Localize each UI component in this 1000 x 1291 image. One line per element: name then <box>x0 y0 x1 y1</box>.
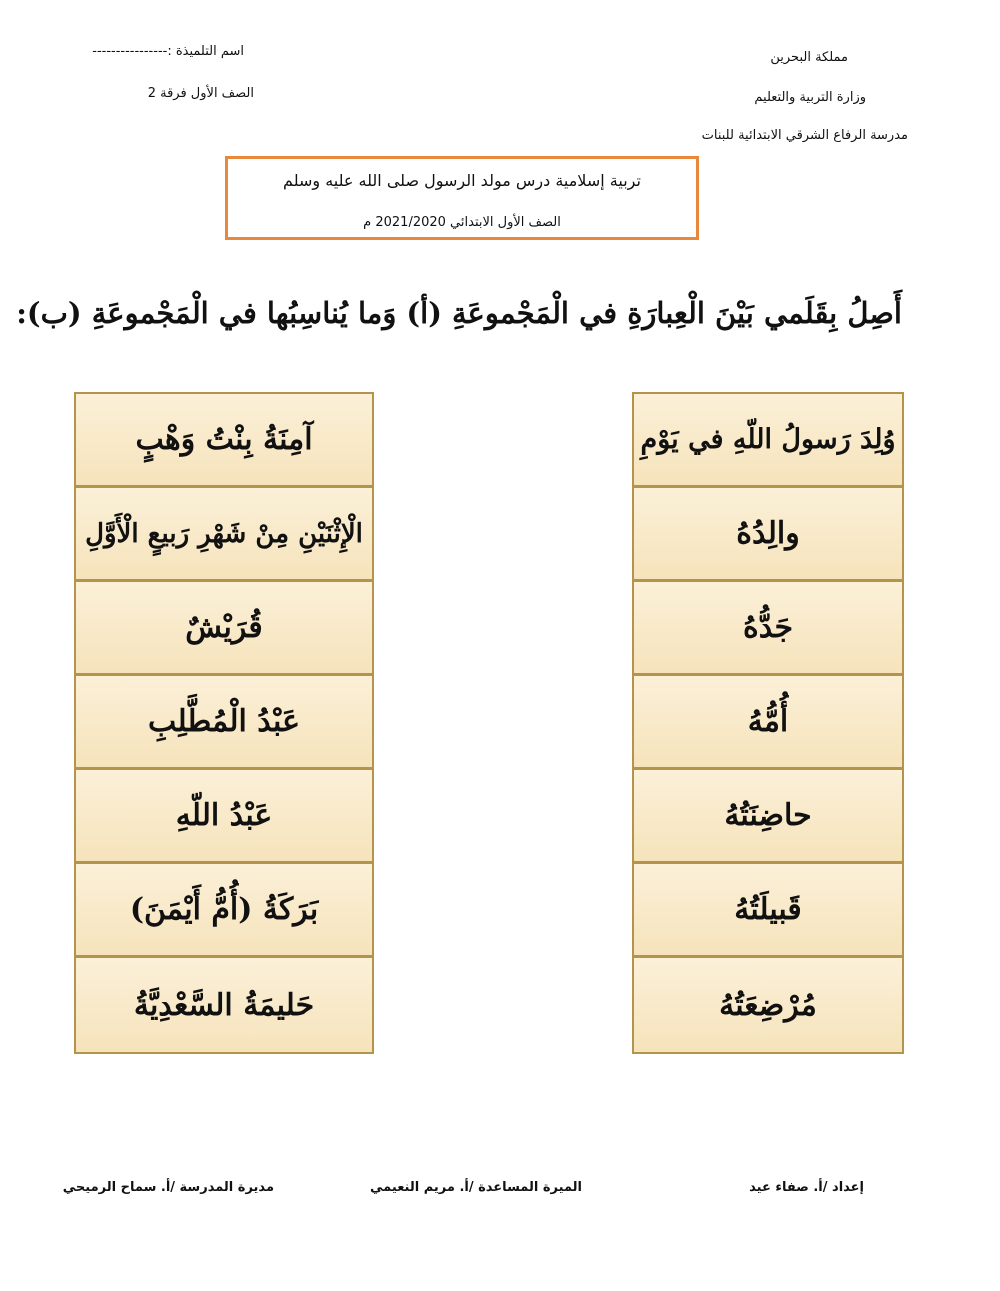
group-a-item[interactable]: حاضِنَتُهُ <box>634 770 902 864</box>
lesson-title-box <box>225 156 699 240</box>
group-a-item[interactable]: والِدُهُ <box>634 488 902 582</box>
group-b-item[interactable]: بَرَكَةُ (أُمُّ أَيْمَنَ) <box>76 864 372 958</box>
school-principal: مديرة المدرسة /أ. سماح الرميحي <box>62 1180 274 1195</box>
group-a-column <box>632 392 904 1054</box>
ministry-label: وزارة التربية والتعليم <box>754 90 866 105</box>
group-a-item[interactable]: أُمُّهُ <box>634 676 902 770</box>
group-b-item[interactable]: عَبْدُ الْمُطَّلِبِ <box>76 676 372 770</box>
assistant-principal: الميرة المساعدة /أ. مريم النعيمي <box>370 1180 582 1195</box>
group-a-item[interactable]: جَدُّهُ <box>634 582 902 676</box>
school-label: مدرسة الرفاع الشرقي الابتدائية للبنات <box>701 128 908 143</box>
class-group-label: الصف الأول فرقة 2 <box>147 86 254 101</box>
lesson-title: تربية إسلامية درس مولد الرسول صلى الله عليه وسلم <box>283 171 641 190</box>
group-b-item[interactable]: آمِنَةُ بِنْتُ وَهْبٍ <box>76 394 372 488</box>
prepared-by: إعداد /أ. صفاء عيد <box>749 1180 864 1195</box>
student-name-label: اسم التلميذة :---------------- <box>92 44 244 59</box>
group-b-item[interactable]: عَبْدُ اللّهِ <box>76 770 372 864</box>
grade-year: الصف الأول الابتدائي 2021/2020 م <box>363 215 561 230</box>
group-b-item[interactable]: الْإِثْنَيْنِ مِنْ شَهْرِ رَبيعٍ الْأَوَّلِ <box>76 488 372 582</box>
group-b-item[interactable]: حَليمَةُ السَّعْدِيَّةُ <box>76 958 372 1052</box>
instruction-heading: أَصِلُ بِقَلَمي بَيْنَ الْعِبارَةِ في الْمَجْموعَةِ (أ) وَما يُناسِبُها في الْمَجْموعَةِ (ب): <box>16 296 902 330</box>
group-a-item[interactable]: مُرْضِعَتُهُ <box>634 958 902 1052</box>
group-a-item[interactable]: وُلِدَ رَسولُ اللّهِ في يَوْمِ <box>634 394 902 488</box>
group-a-item[interactable]: قَبيلَتُهُ <box>634 864 902 958</box>
group-b-item[interactable]: قُرَيْشٌ <box>76 582 372 676</box>
group-b-column <box>74 392 374 1054</box>
kingdom-label: مملكة البحرين <box>770 50 848 65</box>
